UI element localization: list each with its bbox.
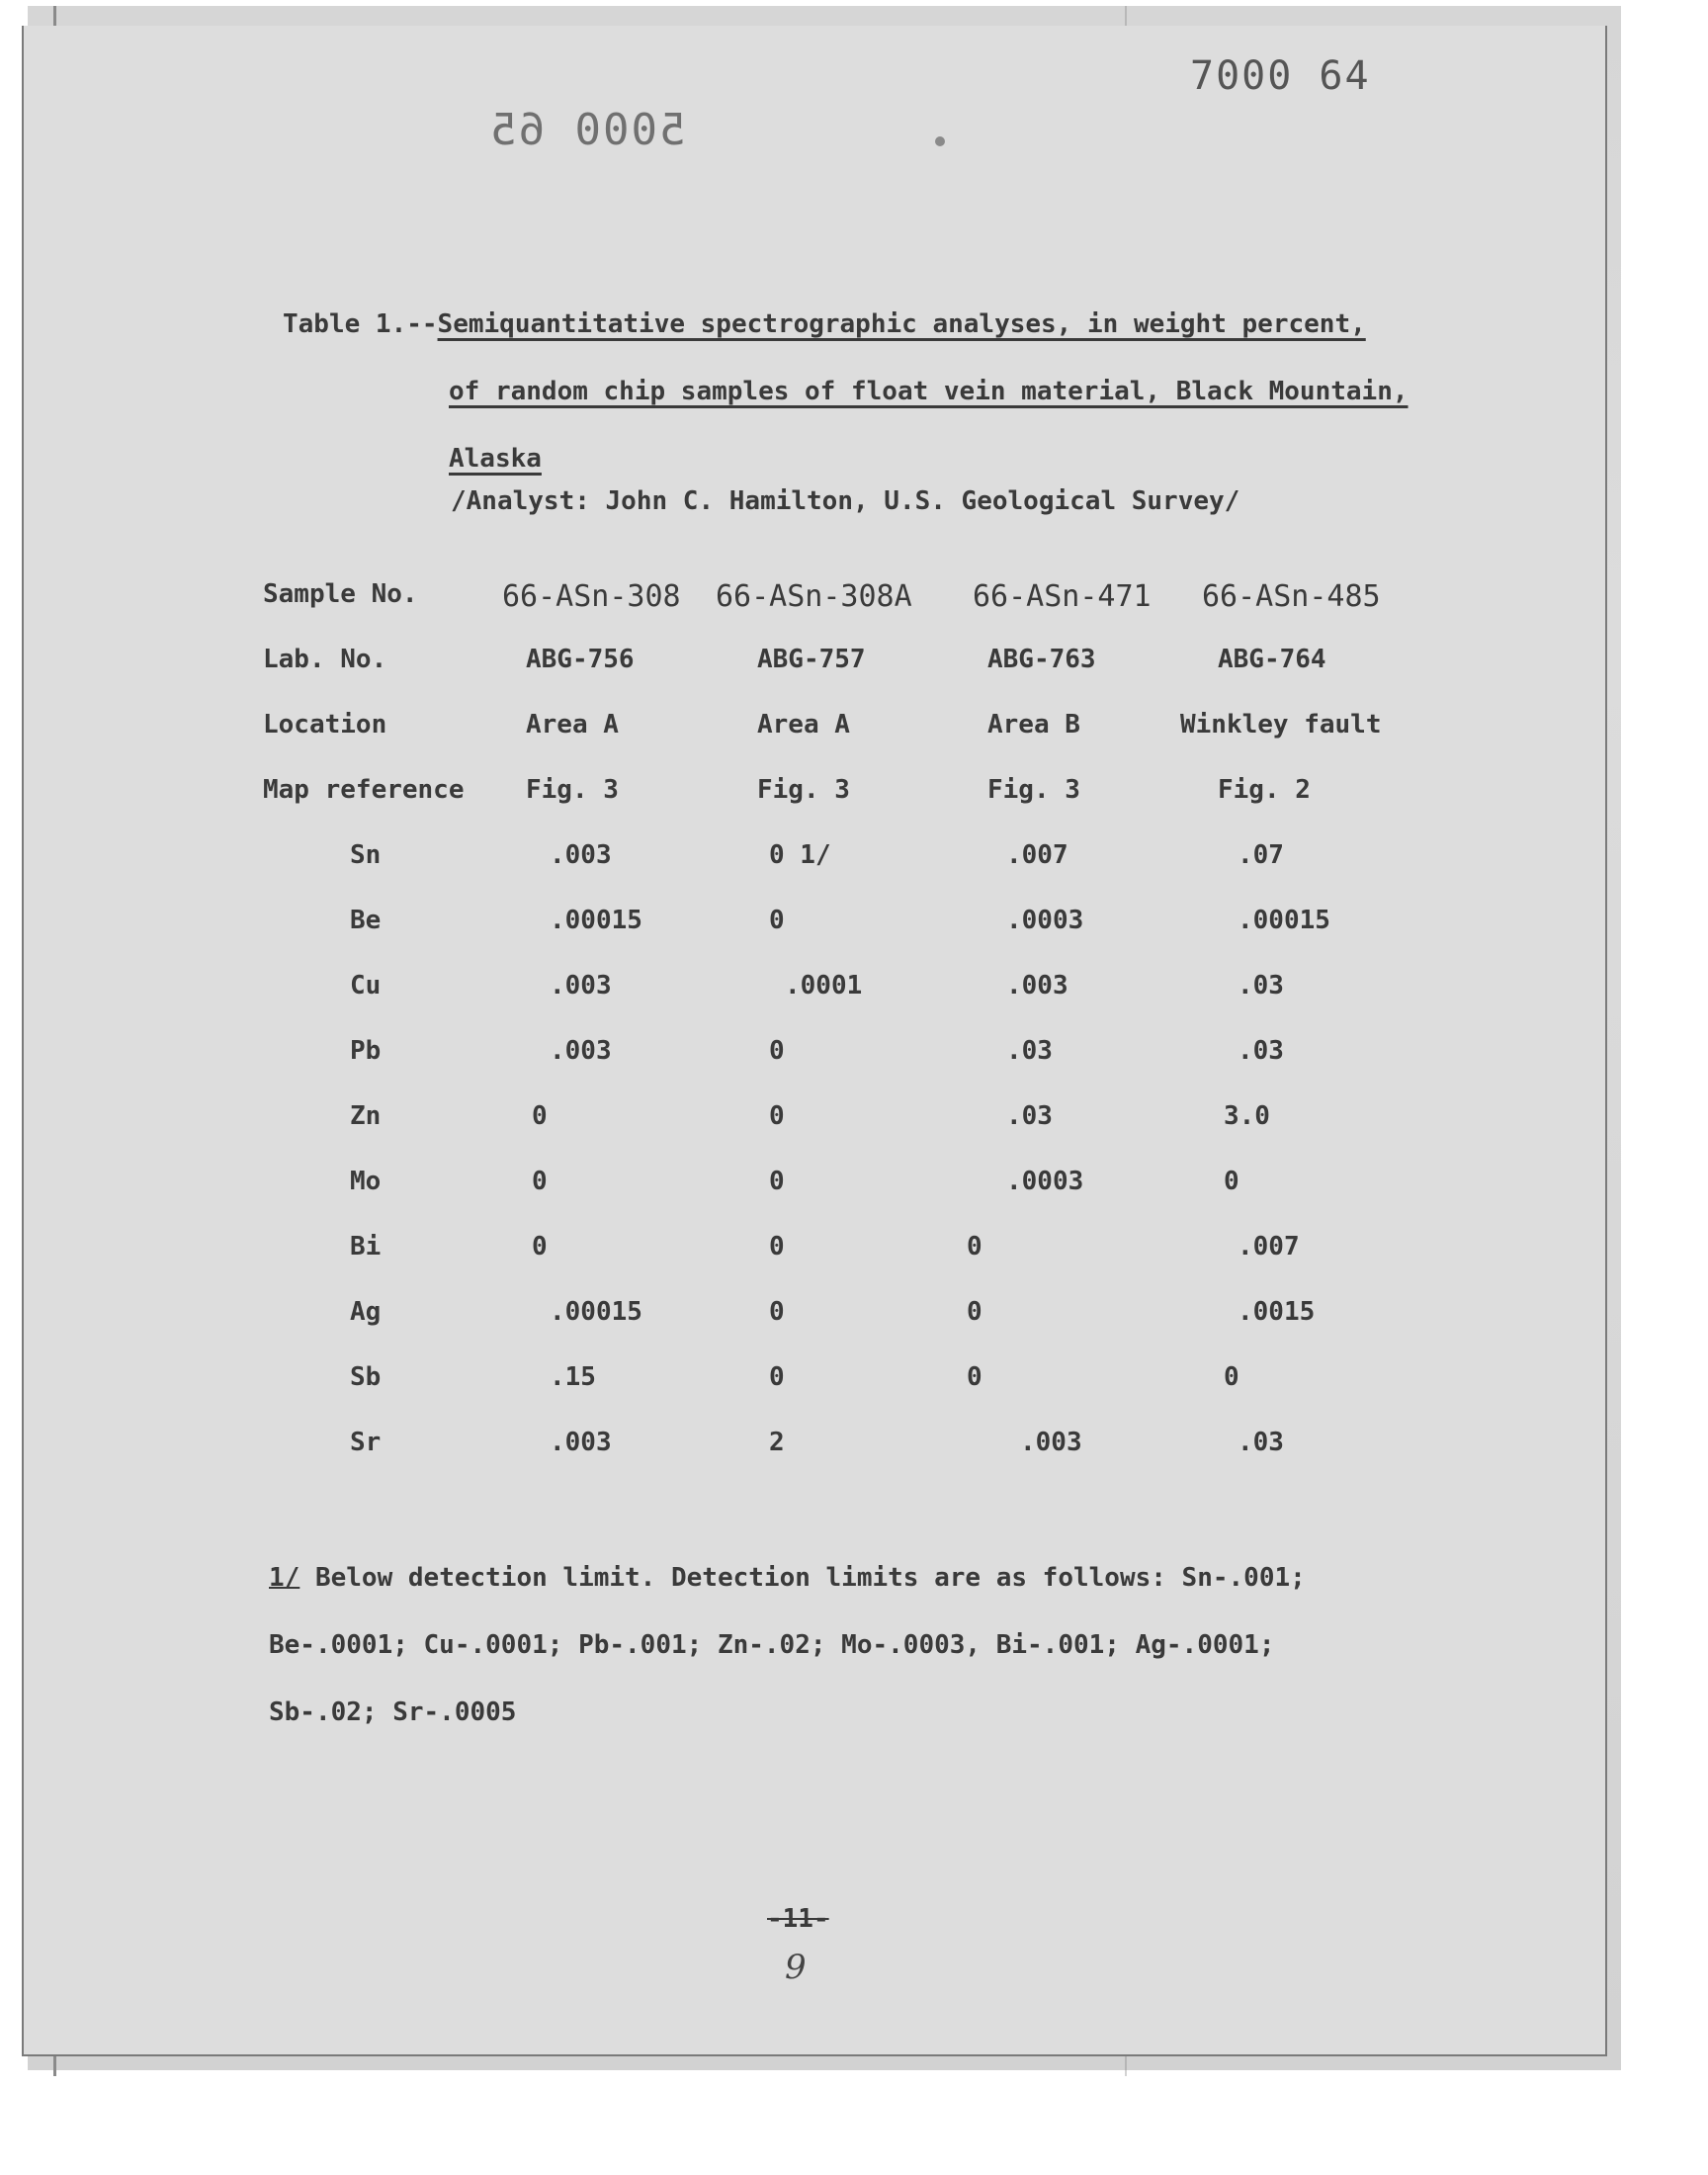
table-row xyxy=(24,1362,1605,1402)
table-cell: Area A xyxy=(526,710,619,740)
table-row xyxy=(24,971,1605,1010)
table-cell: .03 xyxy=(1238,971,1284,1000)
table-cell: .0003 xyxy=(1006,1167,1084,1196)
header-row-sample-no xyxy=(24,579,1605,619)
table-cell: 66-ASn-471 xyxy=(973,579,1152,614)
table-cell: ABG-756 xyxy=(526,645,635,674)
table-cell: .003 xyxy=(550,840,612,870)
table-title xyxy=(283,291,1568,492)
footnote-line-1 xyxy=(269,1544,1455,1611)
header-row-map-reference xyxy=(24,775,1605,815)
table-cell: .03 xyxy=(1238,1036,1284,1066)
table-cell: Fig. 3 xyxy=(757,775,850,805)
table-cell: 3.0 xyxy=(1224,1101,1270,1131)
table-cell: 0 xyxy=(769,1036,785,1066)
table-cell: .03 xyxy=(1006,1036,1053,1066)
table-row xyxy=(24,1167,1605,1206)
table-cell: Fig. 3 xyxy=(526,775,619,805)
footnote-marker: 1/ xyxy=(269,1563,300,1593)
ink-smudge xyxy=(935,136,945,146)
table-cell: 66-ASn-485 xyxy=(1202,579,1381,614)
table-cell: 0 xyxy=(967,1232,982,1262)
table-cell: 66-ASn-308 xyxy=(502,579,681,614)
table-cell: .00015 xyxy=(550,1297,642,1327)
table-cell: .03 xyxy=(1238,1428,1284,1457)
handwritten-page-number: 9 xyxy=(785,1948,807,1987)
analyst-credit: /Analyst: John C. Hamilton, U.S. Geological Survey/ xyxy=(451,486,1240,516)
footnote-text-1: Below detection limit. Detection limits are as follows: Sn-.001; xyxy=(299,1563,1306,1593)
table-cell: 0 xyxy=(967,1362,982,1392)
table-row xyxy=(24,1297,1605,1337)
table-cell: .00015 xyxy=(550,906,642,935)
mirrored-bleed-through-stamp: 5000 65 xyxy=(488,105,686,155)
table-cell: 0 xyxy=(769,1297,785,1327)
row-label: Location xyxy=(263,710,387,740)
table-row xyxy=(24,1428,1605,1467)
table-cell: .0003 xyxy=(1006,906,1084,935)
table-cell: 0 xyxy=(769,906,785,935)
table-cell: .007 xyxy=(1238,1232,1300,1262)
footnote-line-3: Sb-.02; Sr-.0005 xyxy=(269,1697,517,1727)
table-cell: Fig. 3 xyxy=(987,775,1080,805)
table-cell: 0 xyxy=(1224,1167,1239,1196)
row-label: Lab. No. xyxy=(263,645,387,674)
element-label: Mo xyxy=(350,1167,382,1196)
table-cell: 2 xyxy=(769,1428,785,1457)
title-line-2 xyxy=(283,358,1568,425)
table-cell: .003 xyxy=(550,1428,612,1457)
table-cell: 0 xyxy=(769,1362,785,1392)
table-cell: 0 xyxy=(769,1167,785,1196)
table-cell: .003 xyxy=(1006,971,1068,1000)
title-text-3: Alaska xyxy=(449,444,542,474)
table-cell: 0 xyxy=(769,1232,785,1262)
table-cell: .00015 xyxy=(1238,906,1330,935)
table-cell: .007 xyxy=(1006,840,1068,870)
footnote-line-2: Be-.0001; Cu-.0001; Pb-.001; Zn-.02; Mo-.0003, Bi-.001; Ag-.0001; xyxy=(269,1630,1275,1660)
row-label: Sample No. xyxy=(263,579,418,609)
table-cell: ABG-757 xyxy=(757,645,866,674)
table-cell: .0015 xyxy=(1238,1297,1316,1327)
element-label: Bi xyxy=(350,1232,382,1262)
table-row xyxy=(24,840,1605,880)
title-prefix: Table 1.-- xyxy=(283,309,438,339)
table-cell: ABG-764 xyxy=(1218,645,1326,674)
table-cell: .07 xyxy=(1238,840,1284,870)
element-label: Ag xyxy=(350,1297,382,1327)
element-label: Zn xyxy=(350,1101,382,1131)
element-label: Be xyxy=(350,906,382,935)
table-cell: 0 xyxy=(532,1101,548,1131)
table-cell: Area B xyxy=(987,710,1080,740)
document-sheet xyxy=(22,26,1607,2056)
document-id-stamp: 7000 64 xyxy=(1190,53,1371,99)
title-line-1 xyxy=(283,291,1568,358)
table-row xyxy=(24,906,1605,945)
table-cell: .003 xyxy=(550,971,612,1000)
table-cell: ABG-763 xyxy=(987,645,1096,674)
footnote xyxy=(269,1544,1455,1746)
element-label: Sr xyxy=(350,1428,382,1457)
table-cell: 0 xyxy=(967,1297,982,1327)
table-cell: Winkley fault xyxy=(1180,710,1382,740)
table-cell: .003 xyxy=(1020,1428,1082,1457)
title-text-1: Semiquantitative spectrographic analyses, in weight percent, xyxy=(437,309,1366,339)
header-row-lab-no xyxy=(24,645,1605,684)
element-label: Cu xyxy=(350,971,382,1000)
header-row-location xyxy=(24,710,1605,749)
table-cell: .0001 xyxy=(785,971,863,1000)
table-cell: 0 xyxy=(532,1232,548,1262)
table-cell: 66-ASn-308A xyxy=(716,579,912,614)
table-row xyxy=(24,1101,1605,1141)
typed-page-number: -11- xyxy=(767,1904,829,1934)
element-label: Sn xyxy=(350,840,382,870)
row-label: Map reference xyxy=(263,775,465,805)
element-label: Sb xyxy=(350,1362,382,1392)
table-row xyxy=(24,1036,1605,1076)
table-cell: 0 1/ xyxy=(769,840,831,870)
table-cell: Fig. 2 xyxy=(1218,775,1311,805)
table-cell: .15 xyxy=(550,1362,596,1392)
title-text-2: of random chip samples of float vein material, Black Mountain, xyxy=(449,377,1409,406)
table-cell: Area A xyxy=(757,710,850,740)
title-line-3 xyxy=(283,425,1568,492)
table-cell: 0 xyxy=(769,1101,785,1131)
table-cell: .003 xyxy=(550,1036,612,1066)
table-cell: .03 xyxy=(1006,1101,1053,1131)
table-cell: 0 xyxy=(1224,1362,1239,1392)
table-row xyxy=(24,1232,1605,1271)
table-cell: 0 xyxy=(532,1167,548,1196)
element-label: Pb xyxy=(350,1036,382,1066)
